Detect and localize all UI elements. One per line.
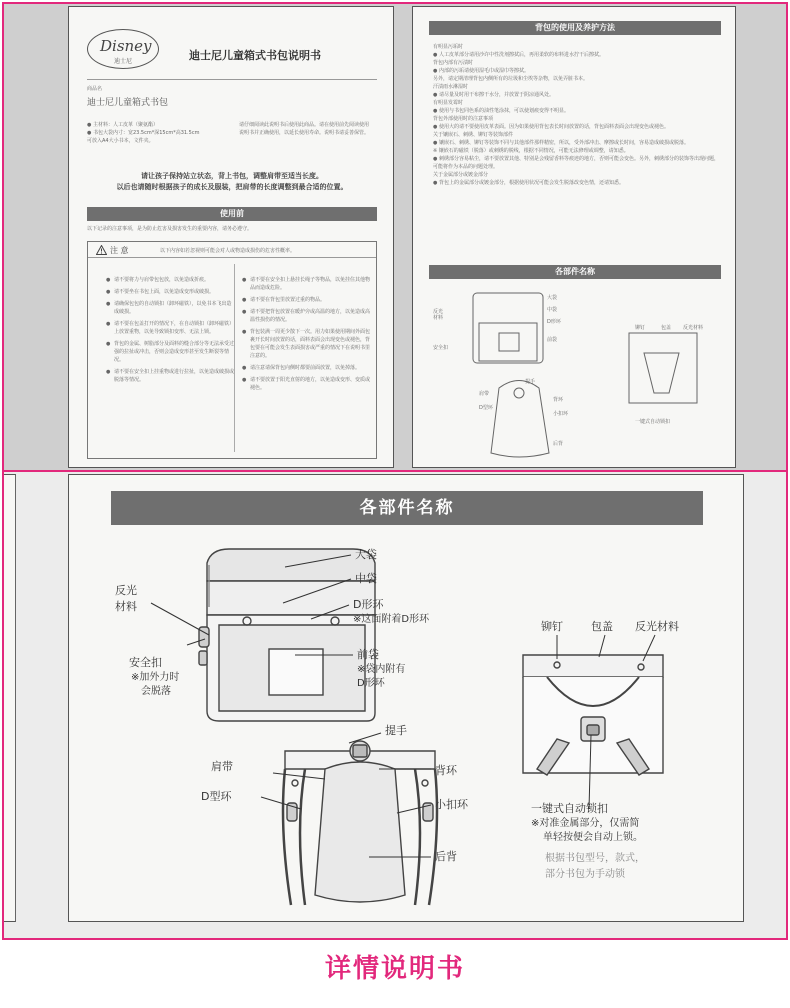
care-line: 汗渍雨水淋湿时	[433, 84, 469, 90]
caution-item: ● 背包的金属、树脂部分及面料的缝合部分等无法承受过强的拉扯或冲击，否则会造成变形甚至发生断裂等情况。	[106, 340, 234, 364]
care-line: ● 使用与书包同色系的油性笔涂抹，可以使划痕变得不明显。	[433, 108, 569, 114]
label-rivet: 铆钉	[541, 620, 563, 633]
care-line: ● 请尽量及时用干布擦干水分，并放置于阴凉通风处。	[433, 92, 554, 98]
logo-subtext: 迪士尼	[114, 58, 133, 65]
caution-header	[88, 242, 376, 258]
specs-right: 请仔细阅读此说明书后使用此商品。请在使用前先阅读使用说明书并正确使用，以延长使用寿命。说明书请妥善保管。	[239, 122, 370, 136]
caution-note: 以下内容如若忽视则可能会对人或物造成损伤的危害性概率。	[160, 248, 296, 254]
label-cover: 包盖	[591, 620, 613, 633]
label-back-ring: 背环	[435, 764, 457, 777]
care-line: ● 人工皮革部分请用沙许中性洗剂擦拭后，再用柔软的布料进水拧干后擦拭。	[433, 52, 604, 58]
svg-text:铆钉: 铆钉	[635, 325, 646, 331]
label-small-ring: 小扣环	[435, 798, 468, 811]
bottom-photo-frame	[2, 472, 788, 940]
section-banner-care: 背包的使用及养护方法	[429, 21, 721, 35]
column-divider	[234, 264, 235, 452]
care-line: ※ 镶嵌石的磁铁（脱落）或刺绣的脱线，根据不同情况，可能无法修理或调整，请知悉。	[433, 148, 629, 154]
care-line: 另外，请定期清理背包内侧所有的垃圾和尘埃等杂物，以免弄脏书本。	[433, 76, 589, 82]
bold-line: 请让孩子保持站立状态，背上书包，调整肩带至适当长度。	[141, 172, 323, 180]
intro-text: 以下记录的注意事项，是为防止危害及损害发生的重要内容，请务必遵守。	[87, 226, 253, 232]
caution-item: ● 请不要放置于阳光直射的地方，以免造成变形、变质或褪色。	[242, 376, 370, 392]
label-d-ring-note: ※这面附着D形环	[353, 614, 430, 625]
page-edge	[2, 474, 16, 922]
care-line: 背包外部使用时的注意事项	[433, 116, 494, 122]
label-auto-lock: 一键式自动锁扣	[531, 802, 608, 815]
caution-item: ● 背包装满一周更少散下一次。用力如果使用期间外面包裹开长时间放置的话，面料表面会出现变色或褪色，背包要在可能会发生表面损害或严重的情况下在说明书里注意的。	[242, 328, 370, 360]
caution-box	[87, 241, 377, 459]
disney-logo	[87, 29, 159, 69]
svg-text:一键式自动锁扣: 一键式自动锁扣	[635, 419, 671, 425]
svg-text:安全扣: 安全扣	[433, 345, 449, 351]
care-line: 背包内部有污渍时	[433, 60, 474, 66]
caution-item: ● 请不要在包盖打开的情况下，在自动锁扣（卸环磁铁）上放置重物，以免导致锁扣变形、无法上锁。	[106, 320, 234, 336]
manual-page-left	[68, 6, 394, 468]
label-reflective-1: 反光	[115, 584, 137, 597]
section-banner-before-use: 使用前	[87, 207, 377, 221]
warning-icon	[96, 245, 107, 255]
label-safety-buckle: 安全扣	[129, 656, 162, 669]
caution-item: ● 请不要在背包里放置过重的物品。	[242, 296, 370, 304]
bag-back-illustration	[265, 719, 455, 919]
label-reflective-right: 反光材料	[635, 620, 679, 633]
label-front-pocket: 前袋	[357, 648, 379, 661]
svg-text:小扣环: 小扣环	[553, 411, 569, 417]
svg-text:肩带: 肩带	[479, 391, 490, 397]
svg-text:后背: 后背	[553, 441, 564, 447]
section-banner-parts: 各部件名称	[429, 265, 721, 279]
product-name: 迪士尼儿童箱式书包	[87, 98, 169, 108]
lock-illustration	[517, 643, 669, 783]
specs-left	[87, 121, 227, 145]
caution-item: ● 请不要在安全扣上挂重物或进行拉扯，以免造成破损或脱落等情况。	[106, 368, 234, 384]
bold-instructions	[79, 171, 385, 193]
manual-title: 迪士尼儿童箱式书包说明书	[189, 49, 321, 62]
label-safety-note-2: 会脱落	[141, 686, 171, 697]
label-auto-lock-note-1: ※对准金属部分，仅需简	[531, 818, 640, 829]
caution-title: 注 意	[110, 246, 129, 255]
care-line: 关于镶嵌石、刺绣、铆钉等装饰部件	[433, 132, 514, 138]
svg-text:提手: 提手	[525, 379, 536, 385]
care-line: ● 背包上的金属部分或镀金部分，根据使用状况可能会发生脱落改变色情，还请知悉。	[433, 180, 624, 186]
label-big-bag: 大袋	[355, 548, 377, 561]
bag-front-illustration	[185, 541, 395, 731]
svg-text:反光材料: 反光材料	[683, 325, 704, 331]
label-handle: 提手	[385, 724, 407, 737]
manual-page-right	[412, 6, 736, 468]
svg-text:反光: 反光	[433, 309, 444, 315]
parts-diagram-page	[68, 474, 744, 922]
svg-text:D形环: D形环	[547, 319, 561, 325]
label-model-note-2: 部分书包为手动锁	[545, 869, 625, 880]
label-back-panel: 后背	[435, 850, 457, 863]
care-line: ● 使用大的请不要使用皮革表面。因为如果使用背包表长时间放置的话，背包面料表面会出现变色或褪色。	[433, 124, 669, 130]
spec-line: 可放入A4大小书本，文件夹。	[87, 138, 154, 144]
svg-text:中袋: 中袋	[547, 307, 558, 313]
caution-item: ● 请注意请保背包向侧时都要前面放置，以免掉落。	[242, 364, 370, 372]
label-model-note-1: 根据书包型号，款式，	[545, 853, 645, 864]
parts-names-banner: 各部件名称	[111, 491, 703, 525]
logo-text: Disney	[100, 37, 152, 55]
caption-detailed-manual: 详情说明书	[324, 954, 465, 984]
label-front-note-2: D形环	[357, 678, 385, 689]
svg-text:材料: 材料	[433, 315, 444, 321]
spec-line: ● 主材料：人工皮革（聚氨酯）	[87, 122, 158, 128]
svg-text:大袋: 大袋	[547, 295, 558, 301]
care-line: 有明显污垢时	[433, 44, 464, 50]
care-line: 有明显发霉时	[433, 100, 464, 106]
label-d-type-ring: D型环	[201, 790, 232, 803]
parts-diagram-thumbnail	[429, 283, 725, 465]
caution-column-left	[106, 276, 234, 388]
caution-item: ● 请不要把背包放置在暖炉旁或高温的地方，以免造成高温性损伤的情况。	[242, 308, 370, 324]
svg-text:前袋: 前袋	[547, 337, 558, 343]
caution-item: ● 请确保包包的自动锁扣（卸环磁铁），以免书本飞出造成破损。	[106, 300, 234, 316]
label-reflective-2: 材料	[115, 600, 137, 613]
svg-text:背环: 背环	[553, 397, 564, 403]
label-front-note-1: ※袋内附有	[357, 664, 406, 675]
divider	[87, 79, 377, 80]
caution-column-right	[242, 276, 370, 396]
care-line: 关于金属部分或镀金部分	[433, 172, 489, 178]
care-line: ● 刺绣部分容易粘尘，请不要放置其他、特别是会残留香料等痕迹的地方，否则可能会变色。另外，刺绣部分的装饰等出现问题，可能将作为本品的问题处理。	[433, 156, 719, 170]
care-line: ● 镶嵌石、刺绣、铆钉等装饰不同与其他部件那样精密，所以，受外部冲击、摩擦或长时间，容易造成破损或脱落。	[433, 140, 689, 146]
label-safety-note-1: ※加外力时	[131, 672, 180, 683]
svg-text:包盖: 包盖	[661, 325, 672, 331]
care-instructions	[433, 43, 721, 187]
product-name-label: 商品名	[87, 86, 103, 92]
svg-text:D型环: D型环	[479, 405, 493, 411]
care-line: ● 内部的污垢请使用湿毛巾或湿巾等擦拭。	[433, 68, 529, 74]
label-shoulder-strap: 肩带	[211, 760, 233, 773]
top-photo-frame	[2, 2, 788, 472]
label-auto-lock-note-2: 单轻按便会自动上锁。	[543, 832, 643, 843]
spec-line: ● 书包大袋内寸：宽23.5cm*深15cm*高31.5cm	[87, 130, 200, 136]
caution-item: ● 请不要在安全扣上悬挂长绳子等物品，以免挂住其他物品而造成危险。	[242, 276, 370, 292]
label-middle-bag: 中袋	[355, 572, 377, 585]
caution-item: ● 请不要坐在书包上面，以免造成变形或破损。	[106, 288, 234, 296]
label-d-ring: D形环	[353, 598, 384, 611]
caution-item: ● 请不要将力与肩带包包放，以免造成折痕。	[106, 276, 234, 284]
bold-line: 以后也请随时根据孩子的成长及服装，把肩带的长度调整到最合适的位置。	[116, 183, 348, 191]
